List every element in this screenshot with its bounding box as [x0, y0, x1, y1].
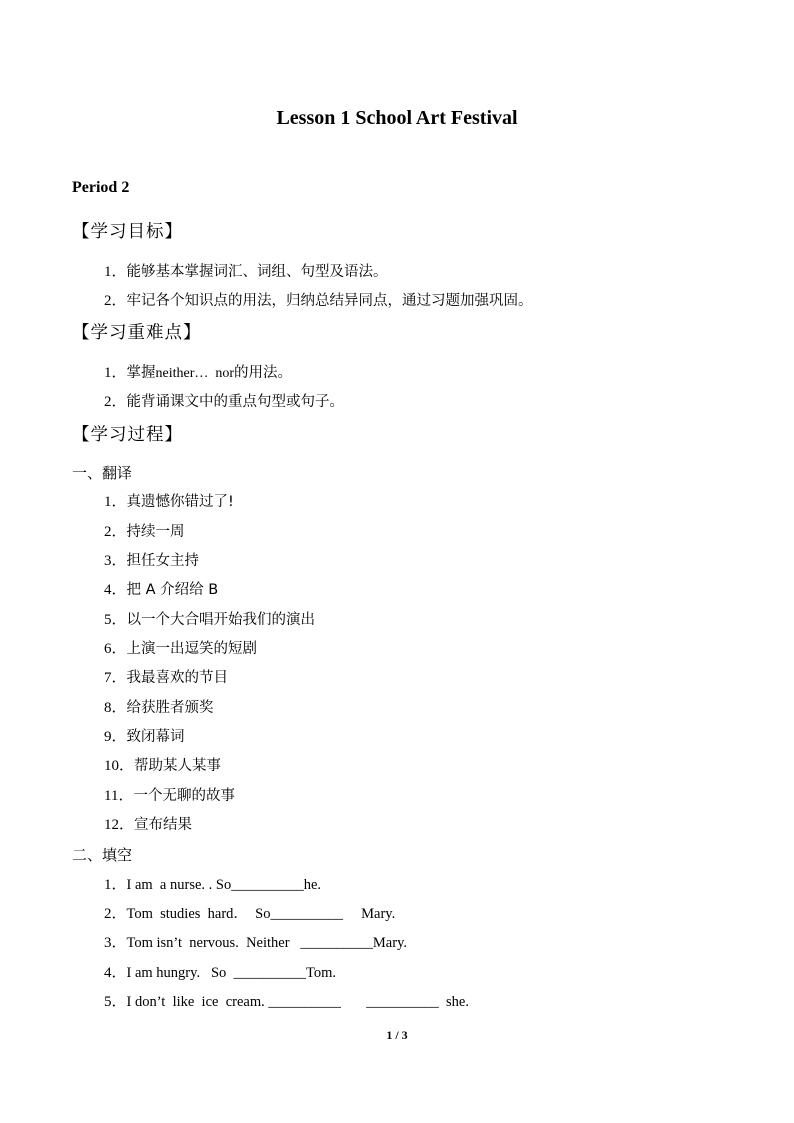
item-text: I am a nurse. . So__________he.: [126, 877, 322, 893]
objective-item: [104, 262, 388, 282]
item-number: 1．: [104, 877, 127, 893]
item-number: 2．: [104, 906, 127, 922]
item-text: 持续一周: [126, 524, 185, 540]
item-text: 能背诵课文中的重点句型或句子。: [126, 394, 345, 410]
item-text-prefix: 掌握: [126, 365, 156, 381]
item-text: 致闭幕词: [126, 729, 185, 745]
translation-item: [104, 580, 218, 600]
translation-item: [104, 522, 185, 542]
objectives-heading: 【学习目标】: [72, 222, 183, 242]
item-text: 我最喜欢的节目: [126, 670, 229, 686]
item-text: I don’t like ice cream. __________ __________ she.: [126, 994, 469, 1010]
translation-item: [104, 786, 235, 806]
item-number: 5．: [104, 612, 127, 628]
item-number: 9．: [104, 729, 127, 745]
translation-item: [104, 492, 234, 512]
item-text: 担任女主持: [126, 553, 200, 569]
key-point-item: [104, 363, 292, 384]
item-number: 6．: [104, 641, 127, 657]
item-text: 能够基本掌握词汇、词组、句型及语法。: [126, 264, 388, 280]
translation-item: [104, 668, 228, 688]
translation-heading: 一、翻译: [72, 464, 133, 482]
item-text: 以一个大合唱开始我们的演出: [126, 612, 316, 628]
item-text-english: neither… nor: [155, 366, 235, 381]
objective-item: [104, 291, 533, 311]
item-text: 给获胜者颁奖: [126, 700, 214, 716]
item-text: 把 A 介绍给 B: [126, 582, 219, 598]
period-label: Period 2: [72, 179, 130, 196]
page-number: 1 / 3: [386, 1028, 408, 1042]
item-number: 2．: [104, 394, 127, 410]
fill-blank-item: [104, 933, 407, 953]
item-number: 1．: [104, 365, 127, 381]
item-number: 7．: [104, 670, 127, 686]
fill-blank-item: [104, 992, 469, 1012]
item-number: 11．: [104, 788, 134, 804]
item-number: 2．: [104, 293, 127, 309]
translation-item: [104, 727, 185, 747]
item-number: 1．: [104, 494, 127, 510]
item-text: 牢记各个知识点的用法，归纳总结异同点，通过习题加强巩固。: [126, 293, 533, 309]
translation-item: [104, 756, 221, 776]
item-number: 12．: [104, 817, 135, 833]
item-number: 8．: [104, 700, 127, 716]
item-number: 10．: [104, 758, 135, 774]
item-text: I am hungry. So __________Tom.: [126, 965, 337, 981]
key-points-heading: 【学习重难点】: [72, 323, 202, 343]
translation-item: [104, 815, 192, 835]
item-text: 宣布结果: [134, 817, 193, 833]
fill-blank-item: [104, 963, 336, 983]
item-text: 真遗憾你错过了!: [126, 494, 234, 510]
item-number: 3．: [104, 935, 127, 951]
item-number: 1．: [104, 264, 127, 280]
item-number: 5．: [104, 994, 127, 1010]
item-number: 4．: [104, 582, 127, 598]
item-text: 一个无聊的故事: [133, 788, 235, 804]
translation-item: [104, 639, 257, 659]
item-text: Tom isn’t nervous. Neither __________Mary.: [126, 935, 408, 951]
item-text: 帮助某人某事: [134, 758, 222, 774]
item-number: 4．: [104, 965, 127, 981]
translation-item: [104, 551, 199, 571]
item-number: 2．: [104, 524, 127, 540]
page-title: Lesson 1 School Art Festival: [276, 107, 518, 129]
fill-blank-heading: 二、填空: [72, 846, 133, 864]
key-point-item: [104, 392, 344, 412]
item-number: 3．: [104, 553, 127, 569]
process-heading: 【学习过程】: [72, 425, 183, 445]
fill-blank-item: [104, 875, 321, 895]
item-text: Tom studies hard． So__________ Mary.: [126, 906, 396, 922]
translation-item: [104, 698, 214, 718]
item-text-suffix: 的用法。: [234, 365, 293, 381]
item-text: 上演一出逗笑的短剧: [126, 641, 258, 657]
fill-blank-item: [104, 904, 395, 924]
translation-item: [104, 610, 315, 630]
